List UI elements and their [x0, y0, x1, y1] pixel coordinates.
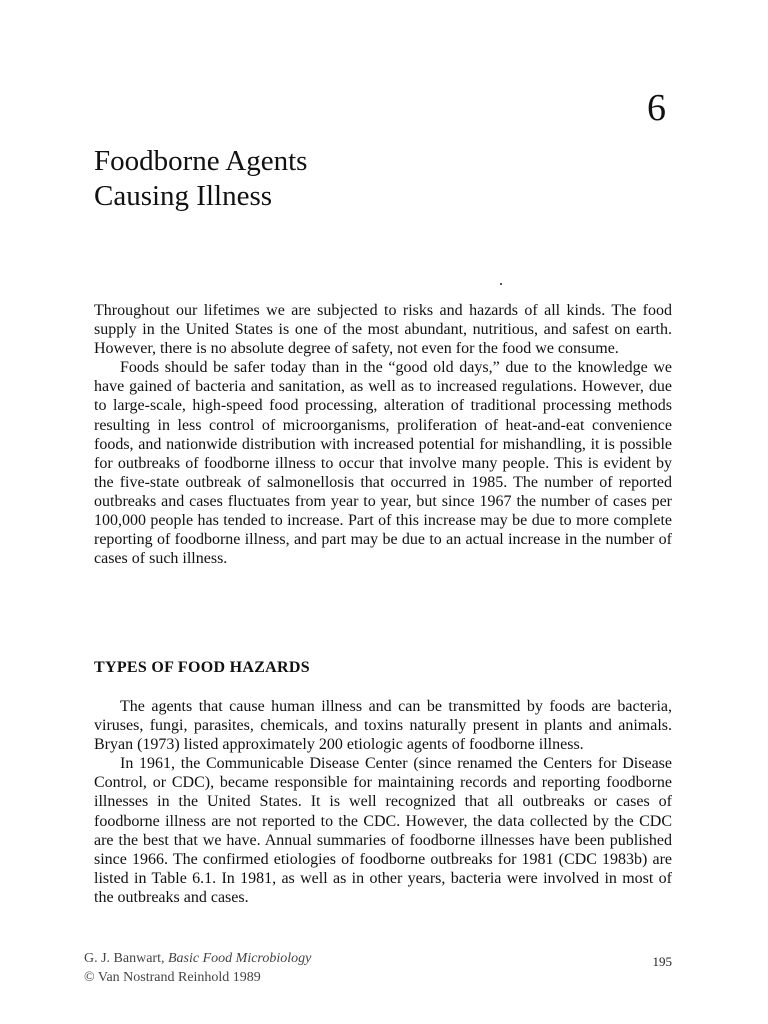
chapter-number: 6 — [647, 87, 666, 129]
section-heading: TYPES OF FOOD HAZARDS — [94, 659, 310, 676]
hazards-paragraph-2: In 1961, the Communicable Disease Center (since renamed the Centers for Disease Control, or CDC), became responsible for maintaining records and reporting foodborne illnesses in the United States. It is well recognized that all outbreaks or cases of foodborne illness are not reported to the CDC. However, the data collected by the CDC are the best that we have. Annual summaries of foodborne illnesses have been published since 1966. The confirmed etiologies of foodborne outbreaks for 1981 (CDC 1983b) are listed in Table 6.1. In 1981, as well as in other years, bacteria were involved in most of the outbreaks and cases. — [94, 755, 672, 906]
citation-book-title: Basic Food Microbiology — [168, 951, 312, 966]
chapter-title-line-2: Causing Illness — [94, 180, 273, 212]
chapter-title — [94, 144, 654, 214]
chapter-title-line-1: Foodborne Agents — [94, 145, 308, 177]
citation-author: G. J. Banwart, — [84, 951, 168, 966]
citation-publisher: © Van Nostrand Reinhold 1989 — [84, 970, 261, 985]
intro-section — [94, 301, 672, 568]
citation-line-1 — [84, 949, 311, 968]
hazards-paragraph-1: The agents that cause human illness and can be transmitted by foods are bacteria, viruses, fungi, parasites, chemicals, and toxins naturally present in plants and animals. Bryan (1973) listed approximately 200 etiologic agents of foodborne illness. — [94, 698, 672, 754]
intro-paragraph-2: Foods should be safer today than in the “good old days,” due to the knowledge we have gained of bacteria and sanitation, as well as to increased regulations. However, due to large-scale, high-speed food processing, alteration of traditional processing methods resulting in less control of microorganisms, proliferation of heat-and-eat convenience foods, and nationwide distribution with increased potential for mishandling, it is possible for outbreaks of foodborne illness to occur that involve many people. This is evident by the five-state outbreak of salmonellosis that occurred in 1985. The number of reported outbreaks and cases fluctuates from year to year, but since 1967 the number of cases per 100,000 people has tended to increase. Part of this increase may be due to more complete reporting of foodborne illness, and part may be due to an actual increase in the number of cases of such illness. — [94, 359, 672, 568]
footer-citation — [84, 949, 311, 987]
food-hazards-section — [94, 697, 672, 907]
page-number: 195 — [652, 954, 672, 969]
intro-paragraph-1: Throughout our lifetimes we are subjected to risks and hazards of all kinds. The food supply in the United States is one of the most abundant, nutritious, and safest on earth. However, there is no absolute degree of safety, not even for the food we consume. — [94, 302, 672, 358]
stray-mark — [500, 283, 502, 285]
